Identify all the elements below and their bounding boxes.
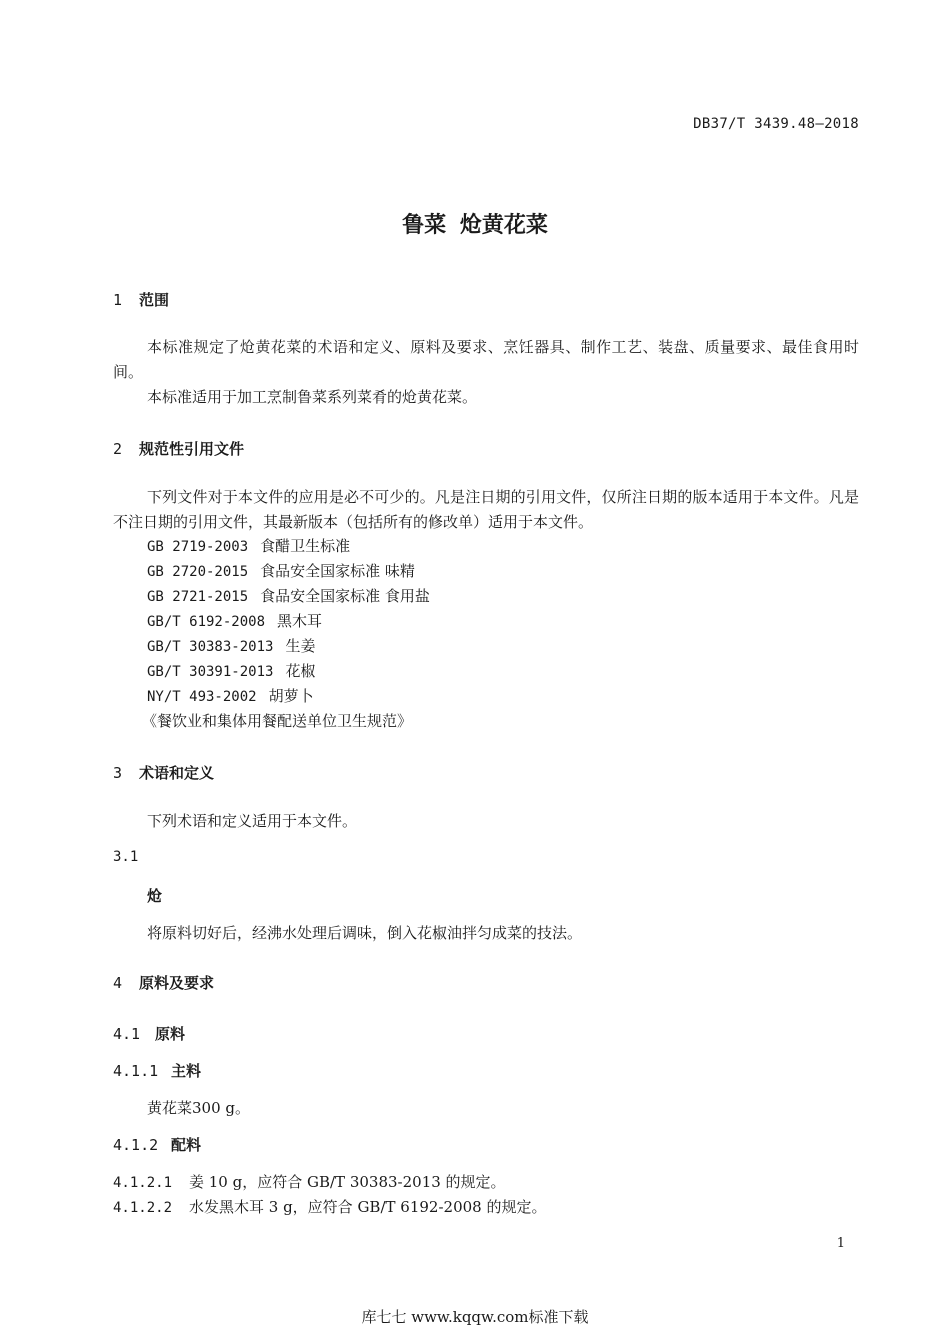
reference-code: NY/T 493-2002 xyxy=(147,689,257,705)
term-definition: 将原料切好后，经沸水处理后调味，倒入花椒油拌匀成菜的技法。 xyxy=(147,924,583,942)
scope-paragraph-2: 本标准适用于加工烹制鲁菜系列菜肴的炝黄花菜。 xyxy=(147,388,478,406)
reference-item xyxy=(147,560,415,581)
reference-name: 胡萝卜 xyxy=(268,687,314,705)
subsection-number: 4.1 xyxy=(113,1025,141,1043)
section-heading-normative xyxy=(113,438,244,459)
reference-name: 食品安全国家标准 食用盐 xyxy=(260,587,430,605)
section-title: 规范性引用文件 xyxy=(139,440,245,458)
reference-name: 生姜 xyxy=(285,637,316,655)
normative-intro: 下列文件对于本文件的应用是必不可少的。凡是注日期的引用文件，仅所注日期的版本适用于本文件。凡是不注日期的引用文件，其最新版本（包括所有的修改单）适用于本文件。 xyxy=(113,488,859,531)
term-name: 炝 xyxy=(147,887,163,905)
section-heading-scope xyxy=(113,289,169,310)
subsection-title: 原料 xyxy=(155,1025,186,1043)
subsection-number: 4.1.2 xyxy=(113,1136,159,1154)
section-title: 范围 xyxy=(139,291,170,309)
reference-name: 花椒 xyxy=(285,662,316,680)
item-number: 4.1.2.1 xyxy=(113,1175,173,1191)
standard-code: DB37/T 3439.48—2018 xyxy=(693,116,859,132)
reference-code: GB 2720-2015 xyxy=(147,564,249,580)
item-text: 水发黑木耳 3 g，应符合 GB/T 6192-2008 的规定。 xyxy=(189,1198,547,1216)
reference-item xyxy=(147,585,430,606)
section-title: 原料及要求 xyxy=(139,974,215,992)
reference-code: GB 2721-2015 xyxy=(147,589,249,605)
reference-code: GB/T 6192-2008 xyxy=(147,614,266,630)
reference-item xyxy=(147,610,322,631)
reference-name: 食品安全国家标准 味精 xyxy=(260,562,415,580)
reference-name: 食醋卫生标准 xyxy=(260,537,351,555)
reference-code: GB/T 30383-2013 xyxy=(147,639,274,655)
section-number: 3 xyxy=(113,764,123,782)
reference-item xyxy=(147,660,315,681)
reference-code: GB 2719-2003 xyxy=(147,539,249,555)
section-heading-terms xyxy=(113,762,214,783)
subsection-number: 4.1.1 xyxy=(113,1062,159,1080)
reference-name: 黑木耳 xyxy=(277,612,323,630)
page-number: 1 xyxy=(836,1236,845,1251)
subsection-title: 配料 xyxy=(171,1136,202,1154)
section-heading-materials xyxy=(113,972,214,993)
item-number: 4.1.2.2 xyxy=(113,1200,173,1216)
reference-item xyxy=(147,635,315,656)
terms-intro: 下列术语和定义适用于本文件。 xyxy=(147,812,358,830)
section-number: 4 xyxy=(113,974,123,992)
section-number: 2 xyxy=(113,440,123,458)
subsection-heading-auxiliary xyxy=(113,1134,201,1155)
main-ingredient-text: 黄花菜300 g。 xyxy=(147,1099,251,1117)
reference-item-hygiene-spec: 《餐饮业和集体用餐配送单位卫生规范》 xyxy=(142,712,413,730)
reference-code: GB/T 30391-2013 xyxy=(147,664,274,680)
subsection-heading-raw-materials xyxy=(113,1023,185,1044)
document-title: 鲁菜 炝黄花菜 xyxy=(402,213,548,238)
section-title: 术语和定义 xyxy=(139,764,215,782)
ingredient-item xyxy=(113,1171,506,1192)
scope-paragraph-1: 本标准规定了炝黄花菜的术语和定义、原料及要求、烹饪器具、制作工艺、装盘、质量要求、最佳食用时间。 xyxy=(113,338,859,381)
reference-item xyxy=(147,685,314,706)
footer-watermark: 库七七 www.kqqw.com标准下载 xyxy=(361,1308,589,1326)
ingredient-item xyxy=(113,1196,546,1217)
term-number: 3.1 xyxy=(113,849,139,865)
reference-item xyxy=(147,535,350,556)
item-text: 姜 10 g，应符合 GB/T 30383-2013 的规定。 xyxy=(189,1173,506,1191)
subsection-title: 主料 xyxy=(171,1062,202,1080)
subsection-heading-main-ingredient xyxy=(113,1060,201,1081)
section-number: 1 xyxy=(113,291,123,309)
